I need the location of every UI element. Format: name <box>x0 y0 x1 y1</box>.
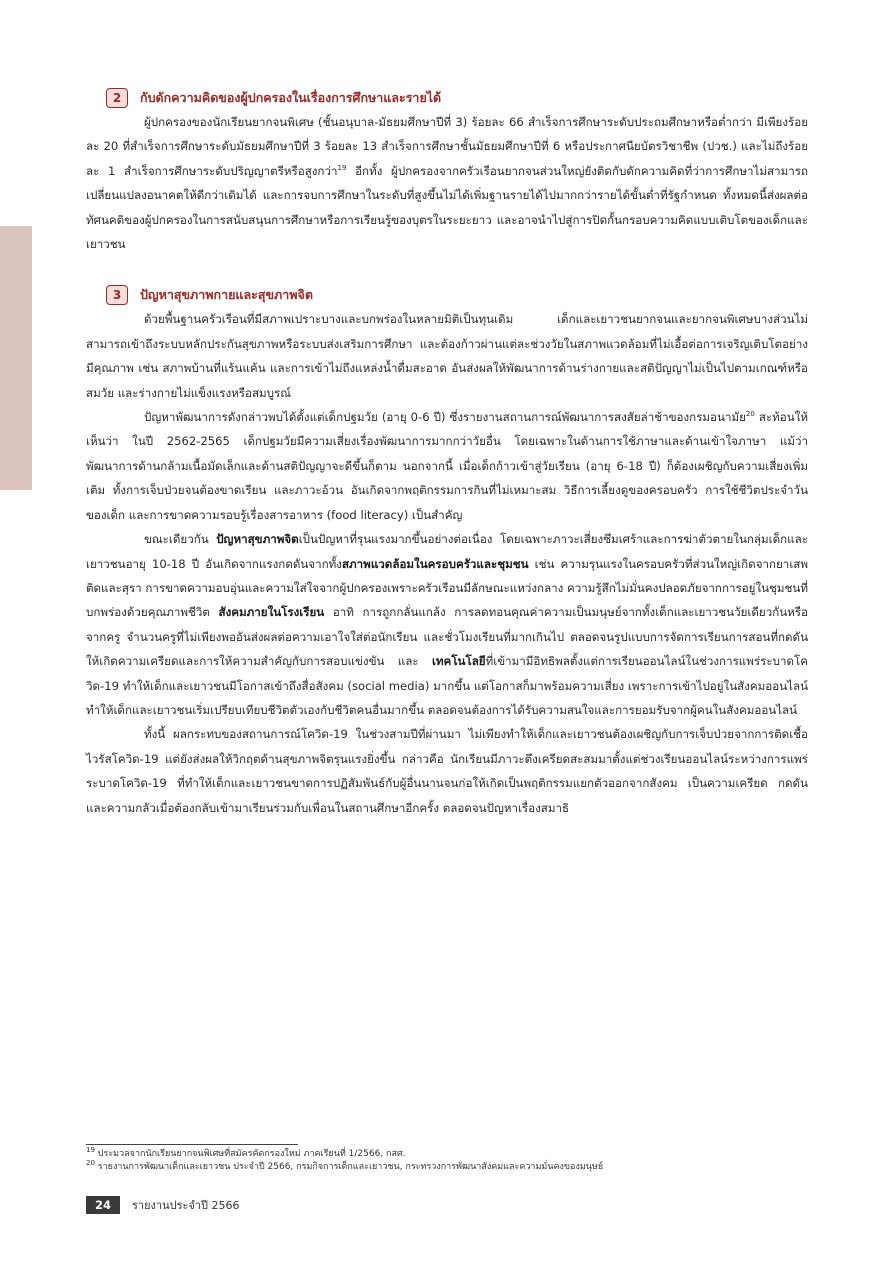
footnote-ref: 20 <box>745 410 755 419</box>
side-color-tab <box>0 226 32 490</box>
page-number: 24 <box>86 1196 120 1214</box>
emphasis: เทคโนโลยี <box>431 654 486 669</box>
section-title: ปัญหาสุขภาพกายและสุขภาพจิต <box>140 287 313 303</box>
emphasis: ปัญหาสุขภาพจิต <box>216 532 299 547</box>
paragraph: ปัญหาพัฒนาการดังกล่าวพบได้ตั้งแต่เด็กปฐมวัย (อายุ 0-6 ปี) ซึ่งรายงานสถานการณ์พัฒนาการสงสัยล่าช้าของกรมอนามัย$^{20}$ สะท้อนให้เห็นว่า ในปี 2562-2565 เด็กปฐมวัยมีความเสี่ยงเรื่องพัฒนาการมากกว่าวัยอื่น โดยเฉพาะในด้านการใช้ภาษาและด้านเข้าใจภาษา แม้ว่าพัฒนาการด้านกล้ามเนื้อมัดเล็กและด้านสติปัญญาจะดีขึ้นก็ตาม นอกจากนี้ เมื่อเด็กก้าวเข้าสู่วัยเรียน (อายุ 6-18 ปี) ก็ต้องเผชิญกับความเสี่ยงเพิ่มเติม ทั้งการเจ็บป่วยจนต้องขาดเรียน และภาวะอ้วน อันเกิดจากพฤติกรรมการกินที่ไม่เหมาะสม วิธีการเลี้ยงดูของครอบครัว การใช้ชีวิตประจำวันของเด็ก และการขาดความรอบรู้เรื่องสารอาหาร (food literacy) เป็นสำคัญ <box>86 410 808 522</box>
paragraph: ขณะเดียวกัน ปัญหาสุขภาพจิตเป็นปัญหาที่รุนแรงมากขึ้นอย่างต่อเนื่อง โดยเฉพาะภาวะเสี่ยงซึมเศร้าและการฆ่าตัวตายในกลุ่มเด็กและเยาวชนอายุ 10-18 ปี อันเกิดจากแรงกดดันจากทั้งสภาพแวดล้อมในครอบครัวและชุมชน เช่น ความรุนแรงในครอบครัวที่ส่วนใหญ่เกิดจากยาเสพติดและสุรา การขาดความอบอุ่นและความใส่ใจจากผู้ปกครองเพราะครัวเรือนมีลักษณะแหว่งกลาง ความรู้สึกไม่มั่นคงปลอดภัยจากการอยู่ในชุมชนที่บกพร่องด้วยคุณภาพชีวิต สังคมภายในโรงเรียน อาทิ การถูกกลั่นแกล้ง การลดทอนคุณค่าความเป็นมนุษย์จากทั้งเด็กและเยาวชนวัยเดียวกันหรือจากครู จำนวนครูที่ไม่เพียงพออันส่งผลต่อความเอาใจใส่ต่อนักเรียน และชั่วโมงเรียนที่มากเกินไป ตลอดจนรูปแบบการจัดการเรียนการสอนที่กดดันให้เกิดความเครียดและการให้ความสำคัญกับการสอบแข่งขัน และ เทคโนโลยีที่เข้ามามีอิทธิพลตั้งแต่การเรียนออนไลน์ในช่วงการแพร่ระบาดโควิด-19 ทำให้เด็กและเยาวชนมีโอกาสเข้าถึงสื่อสังคม (social media) มากขึ้น แต่โอกาสก็มาพร้อมความเสี่ยง เพราะการเข้าไปอยู่ในสังคมออนไลน์ทำให้เด็กและเยาวชนเริ่มเปรียบเทียบชีวิตตัวเองกับชีวิตคนอื่นมากขึ้น ตลอดจนต้องการได้รับความสนใจและการยอมรับจากผู้คนในสังคมออนไลน์ <box>86 532 809 717</box>
footnote-ref: 19 <box>337 163 347 172</box>
paragraph: ทั้งนี้ ผลกระทบของสถานการณ์โควิด-19 ในช่วงสามปีที่ผ่านมา ไม่เพียงทำให้เด็กและเยาวชนต้องเผชิญกับการเจ็บป่วยจากการติดเชื้อไวรัสโควิด-19 แต่ยังส่งผลให้วิกฤตด้านสุขภาพจิตรุนแรงยิ่งขึ้น กล่าวคือ นักเรียนมีภาวะตึงเครียดสะสมมาตั้งแต่ช่วงเรียนออนไลน์ระหว่างการแพร่ระบาดโควิด-19 ที่ทำให้เด็กและเยาวชนขาดการปฏิสัมพันธ์กับผู้อื่นนานจนก่อให้เกิดเป็นพฤติกรรมแยกตัวออกจากสังคม เป็นความเครียด กดดัน และความกลัวเมื่อต้องกลับเข้ามาเรียนร่วมกับเพื่อนในสถานศึกษาอีกครั้ง ตลอดจนปัญหาเรื่องสมาธิ <box>86 727 808 815</box>
section-title: กับดักความคิดของผู้ปกครองในเรื่องการศึกษาและรายได้ <box>140 90 442 105</box>
page-footer <box>86 1196 240 1214</box>
footnote: $^{19}$ ประมวลจากนักเรียนยากจนพิเศษที่สมัครคัดกรองใหม่ ภาคเรียนที่ 1/2566, กสศ. <box>86 1146 406 1159</box>
report-title: รายงานประจำปี 2566 <box>132 1199 240 1212</box>
paragraph: ด้วยพื้นฐานครัวเรือนที่มีสภาพเปราะบางและบกพร่องในหลายมิติเป็นทุนเดิม เด็กและเยาวชนยากจนและยากจนพิเศษบางส่วนไม่สามารถเข้าถึงระบบหลักประกันสุขภาพหรือระบบส่งเสริมการศึกษา และต้องก้าวผ่านแต่ละช่วงวัยในสภาพแวดล้อมที่ไม่เอื้อต่อการเจริญเติบโตอย่างมีคุณภาพ เช่น สภาพบ้านที่แร้นแค้น และการเข้าไม่ถึงแหล่งน้ำดื่มสะอาด อันส่งผลให้พัฒนาการด้านร่างกายและสติปัญญาไม่เป็นไปตามเกณฑ์หรือสมวัย และร่างกายไม่แข็งแรงหรือสมบูรณ์ <box>86 312 808 400</box>
section-2-heading <box>86 88 808 108</box>
footnote-divider <box>86 1144 298 1145</box>
section-3-heading <box>86 285 808 305</box>
paragraph: ผู้ปกครองของนักเรียนยากจนพิเศษ (ชั้นอนุบาล-มัธยมศึกษาปีที่ 3) ร้อยละ 66 สำเร็จการศึกษาระดับประถมศึกษาหรือต่ำกว่า มีเพียงร้อยละ 20 ที่สำเร็จการศึกษาระดับมัธยมศึกษาปีที่ 3 ร้อยละ 13 สำเร็จการศึกษาชั้นมัธยมศึกษาปีที่ 6 หรือประกาศนียบัตรวิชาชีพ (ปวช.) และไม่ถึงร้อยละ 1 สำเร็จการศึกษาระดับปริญญาตรีหรือสูงกว่า$^{19}$ อีกทั้ง ผู้ปกครองจากครัวเรือนยากจนส่วนใหญ่ยังติดกับดักความคิดที่ว่าการศึกษาไม่สามารถเปลี่ยนแปลงอนาคตให้ดีกว่าเดิมได้ และการจบการศึกษาในระดับที่สูงขึ้นไม่ได้เพิ่มฐานรายได้ไปมากกว่ารายได้ขั้นต่ำที่รัฐกำหนด ทั้งหมดนี้ส่งผลต่อทัศนคติของผู้ปกครองในการสนับสนุนการศึกษาหรือการเรียนรู้ของบุตรในระยะยาว และอาจนำไปสู่การปิดกั้นกรอบความคิดแบบเติบโตของเด็กและเยาวชน <box>86 115 809 252</box>
section-number-badge: 3 <box>106 285 128 305</box>
main-content <box>86 88 808 820</box>
footnote: $^{20}$ รายงานการพัฒนาเด็กและเยาวชน ประจำปี 2566, กรมกิจการเด็กและเยาวชน, กระทรวงการพัฒนาสังคมและความมั่นคงของมนุษย์ <box>86 1159 604 1172</box>
section-number-badge: 2 <box>106 88 128 108</box>
footnotes <box>86 1148 808 1174</box>
emphasis: สังคมภายในโรงเรียน <box>218 605 325 620</box>
emphasis: สภาพแวดล้อมในครอบครัวและชุมชน <box>341 556 529 571</box>
